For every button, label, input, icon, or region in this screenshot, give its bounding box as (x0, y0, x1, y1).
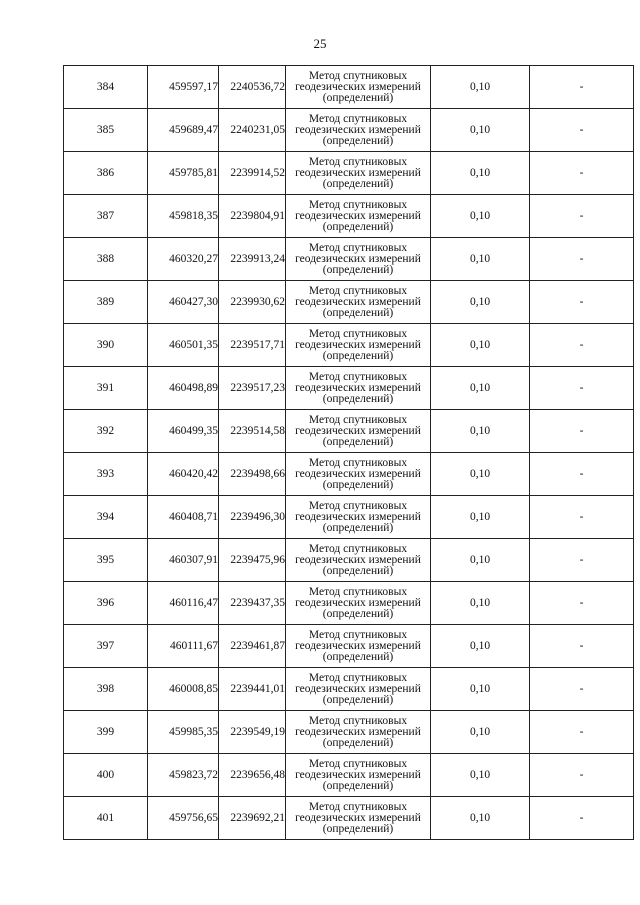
extra-cell: - (530, 410, 634, 453)
table-row (64, 410, 634, 453)
table-row (64, 152, 634, 195)
y-coordinate-cell: 2240231,05 (219, 109, 286, 152)
point-number-cell: 385 (64, 109, 148, 152)
extra-cell: - (530, 281, 634, 324)
table-row (64, 582, 634, 625)
x-coordinate-cell: 460501,35 (148, 324, 219, 367)
method-line: (определений) (322, 177, 394, 190)
extra-cell: - (530, 453, 634, 496)
point-number-cell: 396 (64, 582, 148, 625)
method-line: геодезических измерений (295, 811, 421, 824)
y-coordinate-cell: 2239475,96 (219, 539, 286, 582)
method-line: Метод спутниковых (308, 456, 408, 469)
x-coordinate-cell: 459689,47 (148, 109, 219, 152)
accuracy-cell: 0,10 (431, 668, 530, 711)
method-line: геодезических измерений (295, 510, 421, 523)
x-coordinate-cell: 460307,91 (148, 539, 219, 582)
method-line: (определений) (322, 650, 394, 663)
extra-cell: - (530, 324, 634, 367)
method-cell (286, 281, 431, 324)
accuracy-cell: 0,10 (431, 238, 530, 281)
table-row (64, 281, 634, 324)
y-coordinate-cell: 2239514,58 (219, 410, 286, 453)
method-line: геодезических измерений (295, 682, 421, 695)
method-cell (286, 668, 431, 711)
y-coordinate-cell: 2240536,72 (219, 66, 286, 109)
method-line: геодезических измерений (295, 553, 421, 566)
y-coordinate-cell: 2239437,35 (219, 582, 286, 625)
accuracy-cell: 0,10 (431, 496, 530, 539)
method-cell (286, 539, 431, 582)
method-line: геодезических измерений (295, 768, 421, 781)
y-coordinate-cell: 2239461,87 (219, 625, 286, 668)
x-coordinate-cell: 460420,42 (148, 453, 219, 496)
y-coordinate-cell: 2239692,21 (219, 797, 286, 840)
method-line: геодезических измерений (295, 725, 421, 738)
method-line: Метод спутниковых (308, 542, 408, 555)
method-line: геодезических измерений (295, 166, 421, 179)
table-row (64, 66, 634, 109)
table-row (64, 453, 634, 496)
method-line: (определений) (322, 220, 394, 233)
accuracy-cell: 0,10 (431, 195, 530, 238)
extra-cell: - (530, 367, 634, 410)
point-number-cell: 400 (64, 754, 148, 797)
method-line: (определений) (322, 306, 394, 319)
extra-cell: - (530, 238, 634, 281)
method-line: (определений) (322, 263, 394, 276)
accuracy-cell: 0,10 (431, 324, 530, 367)
method-cell (286, 797, 431, 840)
y-coordinate-cell: 2239496,30 (219, 496, 286, 539)
method-cell (286, 625, 431, 668)
point-number-cell: 387 (64, 195, 148, 238)
y-coordinate-cell: 2239914,52 (219, 152, 286, 195)
extra-cell: - (530, 797, 634, 840)
method-line: геодезических измерений (295, 80, 421, 93)
y-coordinate-cell: 2239656,48 (219, 754, 286, 797)
table-row (64, 754, 634, 797)
method-line: геодезических измерений (295, 209, 421, 222)
method-line: геодезических измерений (295, 123, 421, 136)
point-number-cell: 391 (64, 367, 148, 410)
x-coordinate-cell: 460116,47 (148, 582, 219, 625)
accuracy-cell: 0,10 (431, 582, 530, 625)
method-line: Метод спутниковых (308, 757, 408, 770)
method-line: геодезических измерений (295, 381, 421, 394)
table-row (64, 797, 634, 840)
table-row (64, 195, 634, 238)
method-line: Метод спутниковых (308, 112, 408, 125)
point-number-cell: 390 (64, 324, 148, 367)
method-line: Метод спутниковых (308, 284, 408, 297)
point-number-cell: 397 (64, 625, 148, 668)
method-line: (определений) (322, 607, 394, 620)
method-cell (286, 496, 431, 539)
table-row (64, 367, 634, 410)
table-row (64, 238, 634, 281)
method-line: Метод спутниковых (308, 628, 408, 641)
accuracy-cell: 0,10 (431, 66, 530, 109)
x-coordinate-cell: 459985,35 (148, 711, 219, 754)
table-row (64, 539, 634, 582)
extra-cell: - (530, 152, 634, 195)
coordinates-table-body (64, 66, 634, 840)
accuracy-cell: 0,10 (431, 625, 530, 668)
y-coordinate-cell: 2239517,23 (219, 367, 286, 410)
method-line: (определений) (322, 521, 394, 534)
extra-cell: - (530, 625, 634, 668)
point-number-cell: 399 (64, 711, 148, 754)
point-number-cell: 398 (64, 668, 148, 711)
table-row (64, 109, 634, 152)
method-line: геодезических измерений (295, 596, 421, 609)
table-row (64, 668, 634, 711)
method-line: Метод спутниковых (308, 800, 408, 813)
method-line: (определений) (322, 134, 394, 147)
table-row (64, 711, 634, 754)
point-number-cell: 386 (64, 152, 148, 195)
method-line: (определений) (322, 693, 394, 706)
method-cell (286, 453, 431, 496)
y-coordinate-cell: 2239930,62 (219, 281, 286, 324)
y-coordinate-cell: 2239498,66 (219, 453, 286, 496)
method-cell (286, 109, 431, 152)
method-line: Метод спутниковых (308, 241, 408, 254)
method-cell (286, 66, 431, 109)
x-coordinate-cell: 460111,67 (148, 625, 219, 668)
method-cell (286, 754, 431, 797)
x-coordinate-cell: 459785,81 (148, 152, 219, 195)
x-coordinate-cell: 459756,65 (148, 797, 219, 840)
x-coordinate-cell: 460499,35 (148, 410, 219, 453)
coordinates-table (63, 65, 634, 840)
point-number-cell: 395 (64, 539, 148, 582)
x-coordinate-cell: 460408,71 (148, 496, 219, 539)
x-coordinate-cell: 459597,17 (148, 66, 219, 109)
x-coordinate-cell: 460320,27 (148, 238, 219, 281)
accuracy-cell: 0,10 (431, 109, 530, 152)
x-coordinate-cell: 459823,72 (148, 754, 219, 797)
method-line: геодезических измерений (295, 252, 421, 265)
method-line: (определений) (322, 349, 394, 362)
accuracy-cell: 0,10 (431, 152, 530, 195)
method-line: (определений) (322, 564, 394, 577)
x-coordinate-cell: 460008,85 (148, 668, 219, 711)
method-cell (286, 367, 431, 410)
method-line: (определений) (322, 736, 394, 749)
x-coordinate-cell: 460427,30 (148, 281, 219, 324)
table-row (64, 496, 634, 539)
method-cell (286, 324, 431, 367)
method-line: геодезических измерений (295, 424, 421, 437)
accuracy-cell: 0,10 (431, 797, 530, 840)
method-cell (286, 582, 431, 625)
method-line: (определений) (322, 478, 394, 491)
point-number-cell: 392 (64, 410, 148, 453)
y-coordinate-cell: 2239441,01 (219, 668, 286, 711)
accuracy-cell: 0,10 (431, 539, 530, 582)
point-number-cell: 401 (64, 797, 148, 840)
y-coordinate-cell: 2239517,71 (219, 324, 286, 367)
accuracy-cell: 0,10 (431, 711, 530, 754)
method-line: Метод спутниковых (308, 671, 408, 684)
method-line: (определений) (322, 779, 394, 792)
method-line: Метод спутниковых (308, 327, 408, 340)
extra-cell: - (530, 195, 634, 238)
table-row (64, 625, 634, 668)
extra-cell: - (530, 539, 634, 582)
method-line: геодезических измерений (295, 467, 421, 480)
point-number-cell: 393 (64, 453, 148, 496)
accuracy-cell: 0,10 (431, 410, 530, 453)
method-line: Метод спутниковых (308, 499, 408, 512)
extra-cell: - (530, 711, 634, 754)
method-cell (286, 195, 431, 238)
method-line: Метод спутниковых (308, 198, 408, 211)
method-line: (определений) (322, 822, 394, 835)
extra-cell: - (530, 66, 634, 109)
point-number-cell: 384 (64, 66, 148, 109)
extra-cell: - (530, 582, 634, 625)
method-line: Метод спутниковых (308, 155, 408, 168)
table-row (64, 324, 634, 367)
extra-cell: - (530, 109, 634, 152)
extra-cell: - (530, 496, 634, 539)
point-number-cell: 389 (64, 281, 148, 324)
method-cell (286, 238, 431, 281)
accuracy-cell: 0,10 (431, 281, 530, 324)
method-line: (определений) (322, 392, 394, 405)
y-coordinate-cell: 2239549,19 (219, 711, 286, 754)
method-line: Метод спутниковых (308, 370, 408, 383)
method-line: Метод спутниковых (308, 714, 408, 727)
method-line: (определений) (322, 91, 394, 104)
method-line: геодезических измерений (295, 338, 421, 351)
point-number-cell: 388 (64, 238, 148, 281)
x-coordinate-cell: 460498,89 (148, 367, 219, 410)
y-coordinate-cell: 2239913,24 (219, 238, 286, 281)
method-line: (определений) (322, 435, 394, 448)
x-coordinate-cell: 459818,35 (148, 195, 219, 238)
y-coordinate-cell: 2239804,91 (219, 195, 286, 238)
extra-cell: - (530, 754, 634, 797)
accuracy-cell: 0,10 (431, 754, 530, 797)
page-number: 25 (313, 36, 327, 51)
method-cell (286, 711, 431, 754)
method-cell (286, 410, 431, 453)
accuracy-cell: 0,10 (431, 367, 530, 410)
method-line: Метод спутниковых (308, 585, 408, 598)
method-line: геодезических измерений (295, 295, 421, 308)
method-line: геодезических измерений (295, 639, 421, 652)
point-number-cell: 394 (64, 496, 148, 539)
extra-cell: - (530, 668, 634, 711)
method-line: Метод спутниковых (308, 69, 408, 82)
method-line: Метод спутниковых (308, 413, 408, 426)
accuracy-cell: 0,10 (431, 453, 530, 496)
method-cell (286, 152, 431, 195)
